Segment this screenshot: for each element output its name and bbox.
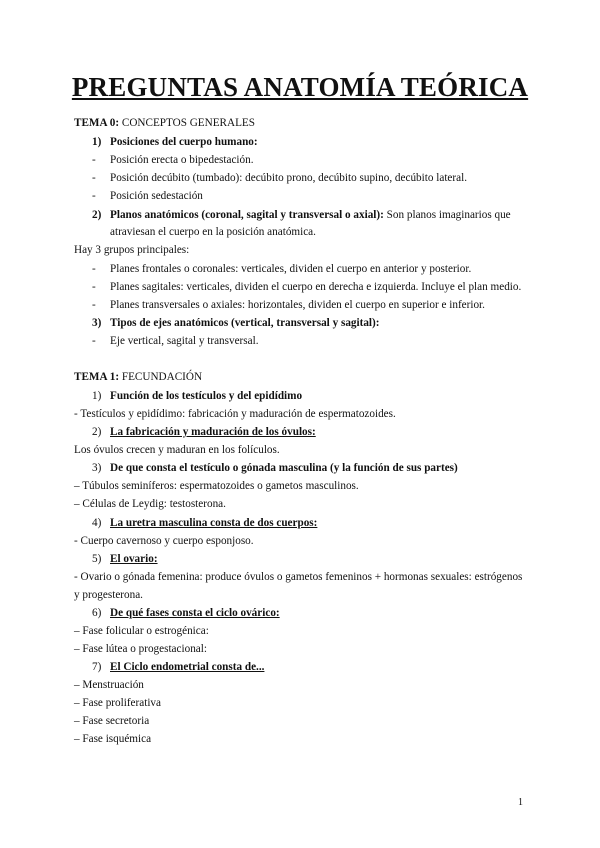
tema0-heading [74,116,255,130]
list-item: Planes frontales o coronales: verticales, dividen el cuerpo en anterior y posterior. [110,263,472,275]
page-number: 1 [518,797,523,808]
list-item: Planes sagitales: verticales, dividen el cuerpo en derecha e izquierda. Incluye el plan medio. [110,281,522,293]
question-line [110,208,511,222]
question-text: De qué fases consta el ciclo ovárico: [110,607,280,619]
question-text: La fabricación y maduración de los óvulos: [110,426,316,438]
list-item: Posición erecta o bipedestación. [110,154,254,166]
answer-line: – Células de Leydig: testosterona. [74,498,226,510]
page-title: PREGUNTAS ANATOMÍA TEÓRICA [71,72,529,102]
tema1-heading [74,370,202,384]
question-text: La uretra masculina consta de dos cuerpos: [110,517,318,529]
answer-line: – Fase secretoria [74,715,150,727]
question-rest: Son planos imaginarios que [383,209,511,221]
answer-line: - Ovario o gónada femenina: produce óvulos o gametos femeninos + hormonas sexuales: estrógenos [74,571,523,583]
question-text: El Ciclo endometrial consta de... [110,661,265,673]
question-text: De que consta el testículo o gónada masculina (y la función de sus partes) [110,462,458,474]
tema1-label: TEMA 1: [74,371,120,383]
answer-line: - Cuerpo cavernoso y cuerpo esponjoso. [74,535,254,547]
answer-line: - Testículos y epidídimo: fabricación y maduración de espermatozoides. [74,408,396,420]
bullet-dash: - [92,263,96,275]
question-number: 1) [92,390,102,402]
tema1-name: FECUNDACIÓN [121,371,203,383]
bullet-dash: - [92,281,96,293]
question-text: Función de los testículos y del epidídimo [110,390,303,402]
tema0-name: CONCEPTOS GENERALES [121,117,255,129]
question-number: 4) [92,517,102,529]
bullet-dash: - [92,335,96,347]
list-item: Eje vertical, sagital y transversal. [110,335,259,347]
answer-line: – Túbulos seminíferos: espermatozoides o gametos masculinos. [74,480,359,492]
question-number: 2) [92,209,102,221]
answer-line: – Fase folicular o estrogénica: [74,625,209,637]
question-text: Planos anatómicos (coronal, sagital y transversal o axial): [110,209,384,221]
answer-line: – Fase proliferativa [74,697,161,709]
list-item: Posición decúbito (tumbado): decúbito prono, decúbito supino, decúbito lateral. [110,172,467,184]
question-number: 3) [92,317,102,329]
bullet-dash: - [92,172,96,184]
question-number: 1) [92,136,102,148]
bullet-dash: - [92,154,96,166]
question-text: El ovario: [110,553,158,565]
bullet-dash: - [92,299,96,311]
question-number: 5) [92,553,102,565]
question-number: 2) [92,426,102,438]
question-continuation: atraviesan el cuerpo en la posición anatómica. [110,226,316,238]
answer-line: – Fase isquémica [74,733,152,745]
question-number: 3) [92,462,102,474]
answer-line: Los óvulos crecen y maduran en los folículos. [74,444,280,456]
question-text: Posiciones del cuerpo humano: [110,136,258,148]
bullet-dash: - [92,190,96,202]
question-number: 7) [92,661,102,673]
question-text: Tipos de ejes anatómicos (vertical, transversal y sagital): [110,317,380,329]
tema0-label: TEMA 0: [74,117,120,129]
question-number: 6) [92,607,102,619]
paragraph: Hay 3 grupos principales: [74,244,190,256]
list-item: Posición sedestación [110,190,203,202]
answer-line: – Fase lútea o progestacional: [74,643,207,655]
list-item: Planes transversales o axiales: horizontales, dividen el cuerpo en superior e inferior. [110,299,485,311]
answer-line: – Menstruación [74,679,144,691]
answer-line: y progesterona. [74,589,143,601]
